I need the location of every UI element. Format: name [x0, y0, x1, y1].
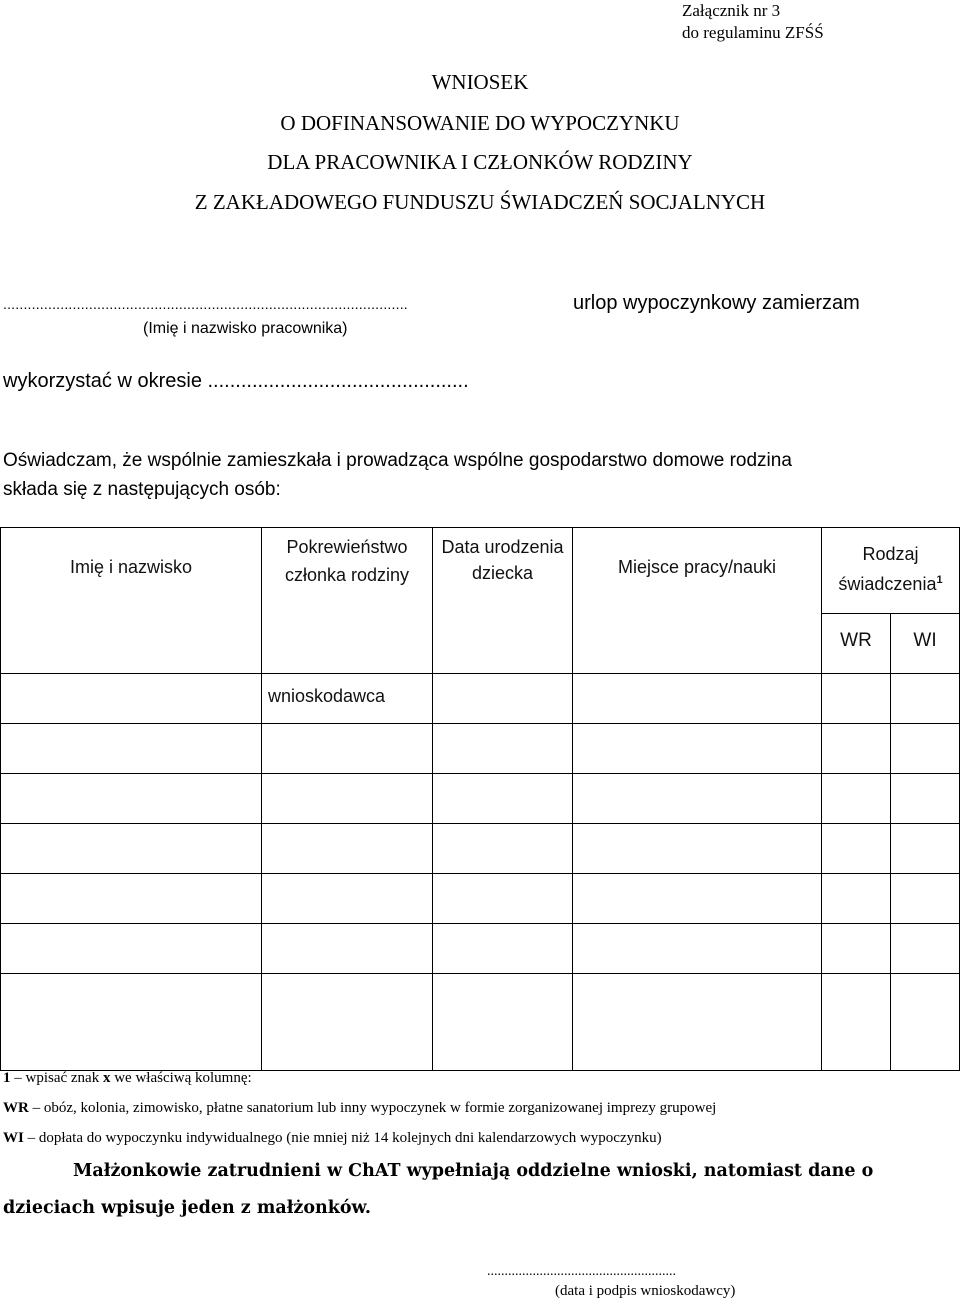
- footnote-wi-label: WI: [3, 1130, 24, 1146]
- header-birth-label-2: dziecka: [471, 563, 534, 583]
- table-cell[interactable]: [890, 673, 960, 724]
- table-cell[interactable]: [890, 973, 960, 1071]
- table-cell[interactable]: [261, 823, 433, 874]
- title-line-2: O DOFINANSOWANIE DO WYPOCZYNKU: [280, 111, 680, 135]
- footnote-1-rest: we właściwą kolumnę:: [110, 1070, 252, 1086]
- footnote-wr: [3, 1100, 716, 1117]
- declaration-line-1: Oświadczam, że wspólnie zamieszkała i prowadząca wspólne gospodarstwo domowe rodzina: [3, 450, 792, 471]
- header-name-label: Imię i nazwisko: [69, 557, 193, 577]
- table-cell[interactable]: [432, 873, 573, 924]
- table-cell[interactable]: [890, 823, 960, 874]
- attachment-note: [682, 0, 824, 44]
- table-cell[interactable]: [821, 773, 891, 824]
- table-cell[interactable]: [890, 773, 960, 824]
- applicant-relation-label: wnioskodawca: [268, 686, 386, 706]
- title-line-1: WNIOSEK: [431, 70, 529, 94]
- header-benefit-label-2: [821, 567, 960, 597]
- table-cell[interactable]: [572, 923, 822, 974]
- family-table: [0, 527, 960, 1071]
- employee-name-dots[interactable]: [3, 292, 408, 315]
- table-cell[interactable]: [572, 873, 822, 924]
- footnote-1-text: – wpisać znak: [10, 1070, 103, 1086]
- table-cell[interactable]: [0, 673, 262, 724]
- attachment-line-2: do regulaminu ZFŚŚ: [682, 23, 824, 42]
- attachment-line-1: Załącznik nr 3: [682, 1, 781, 20]
- note-line-1: Małżonkowie zatrudnieni w ChAT wypełniają oddzielne wnioski, natomiast dane o: [73, 1161, 874, 1181]
- header-cell-name: [0, 527, 262, 674]
- header-birth-label-1: Data urodzenia: [441, 537, 564, 557]
- table-cell[interactable]: [0, 823, 262, 874]
- header-wi-label: WI: [913, 630, 937, 651]
- table-cell[interactable]: [0, 923, 262, 974]
- footnote-1: [3, 1070, 252, 1087]
- table-cell[interactable]: [261, 673, 433, 724]
- header-workplace-label: Miejsce pracy/nauki: [617, 557, 777, 577]
- employee-caption: (Imię i nazwisko pracownika): [143, 320, 348, 337]
- table-cell[interactable]: [890, 873, 960, 924]
- header-benefit-label-1: Rodzaj: [862, 544, 919, 564]
- table-cell[interactable]: [0, 873, 262, 924]
- table-cell[interactable]: [890, 723, 960, 774]
- header-benefit-footnote-mark: 1: [936, 574, 943, 586]
- table-cell[interactable]: [261, 873, 433, 924]
- table-cell[interactable]: [261, 923, 433, 974]
- table-cell[interactable]: [432, 723, 573, 774]
- title-line-4: Z ZAKŁADOWEGO FUNDUSZU ŚWIADCZEŃ SOCJALNYCH: [194, 190, 766, 214]
- table-cell[interactable]: [821, 973, 891, 1071]
- footnote-1-number: 1: [3, 1070, 11, 1086]
- table-cell[interactable]: [572, 973, 822, 1071]
- table-cell[interactable]: [261, 773, 433, 824]
- footnote-wr-text: – obóz, kolonia, zimowisko, płatne sanatorium lub inny wypoczynek w formie zorganizowanej imprezy grupowej: [28, 1100, 717, 1116]
- employee-name-dots-text: ...................................................................................................: [3, 296, 408, 312]
- note-line-2: dzieciach wpisuje jeden z małżonków.: [3, 1198, 371, 1218]
- table-cell[interactable]: [572, 673, 822, 724]
- table-cell[interactable]: [0, 723, 262, 774]
- table-cell[interactable]: [821, 673, 891, 724]
- table-cell[interactable]: [821, 873, 891, 924]
- table-cell[interactable]: [821, 823, 891, 874]
- table-cell[interactable]: [572, 723, 822, 774]
- footnote-wi: [3, 1130, 662, 1147]
- declaration-line-2: składa się z następujących osób:: [3, 479, 281, 500]
- table-cell[interactable]: [432, 823, 573, 874]
- period-line[interactable]: wykorzystać w okresie ...............................................: [3, 370, 469, 392]
- footnote-1-x: x: [102, 1070, 111, 1086]
- table-cell[interactable]: [890, 923, 960, 974]
- table-cell[interactable]: [432, 673, 573, 724]
- table-cell[interactable]: [821, 723, 891, 774]
- table-cell[interactable]: [261, 973, 433, 1071]
- table-cell[interactable]: [432, 923, 573, 974]
- footnote-wr-label: WR: [3, 1100, 29, 1116]
- employee-line-text: urlop wypoczynkowy zamierzam: [573, 292, 860, 314]
- table-cell[interactable]: [572, 773, 822, 824]
- title-line-3: DLA PRACOWNIKA I CZŁONKÓW RODZINY: [267, 150, 693, 174]
- signature-caption: (data i podpis wnioskodawcy): [555, 1283, 736, 1299]
- table-cell[interactable]: [821, 923, 891, 974]
- table-cell[interactable]: [432, 973, 573, 1071]
- footnote-wi-text: – dopłata do wypoczynku indywidualnego (nie mniej niż 14 kolejnych dni kalendarzowych wypoczynku): [23, 1130, 662, 1146]
- header-wr-label: WR: [840, 630, 872, 651]
- header-cell-workplace: [572, 527, 822, 674]
- header-relation-label-2: członka rodziny: [284, 565, 410, 585]
- table-cell[interactable]: [261, 723, 433, 774]
- table-cell[interactable]: [572, 823, 822, 874]
- table-cell[interactable]: [0, 773, 262, 824]
- table-cell[interactable]: [0, 973, 262, 1071]
- header-relation-label-1: Pokrewieństwo: [286, 537, 408, 557]
- header-benefit-text: świadczenia: [838, 574, 937, 594]
- table-cell[interactable]: [432, 773, 573, 824]
- signature-dots[interactable]: ......................................................: [487, 1264, 676, 1279]
